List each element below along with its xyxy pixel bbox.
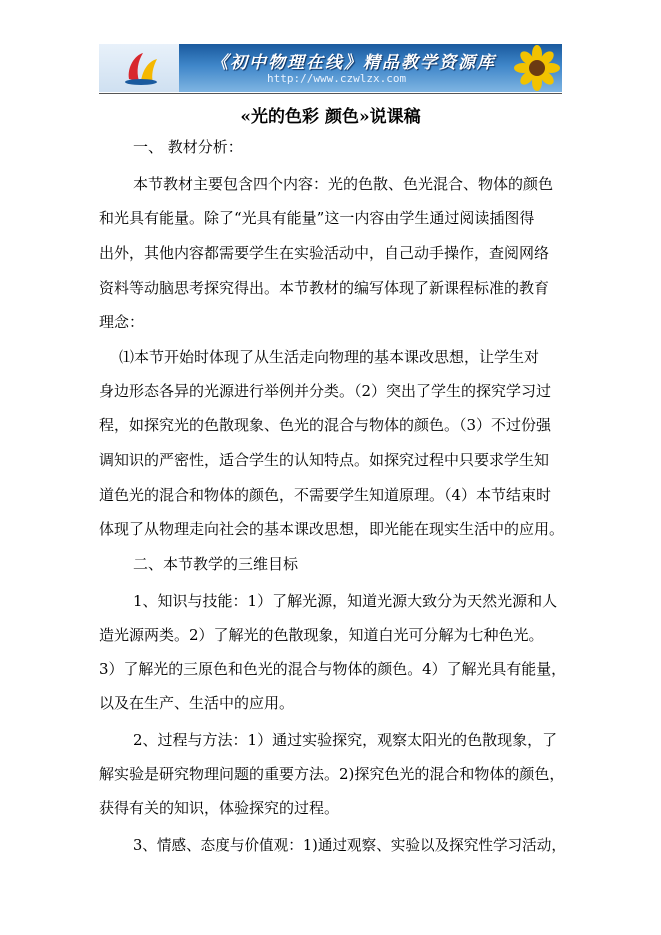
paragraph-line: 获得有关的知识，体验探究的过程。 — [99, 799, 340, 817]
document-title: «光的色彩 颜色»说课稿 — [240, 107, 421, 127]
paragraph-line: 造光源两类。2）了解光的色散现象，知道白光可分解为七种色光。 — [99, 626, 544, 644]
paragraph-line: 调知识的严密性，适合学生的认知特点。如探究过程中只要求学生知 — [99, 451, 550, 469]
paragraph-line: 理念： — [99, 313, 145, 331]
header-divider — [99, 93, 562, 94]
paragraph-line: 出外，其他内容都需要学生在实验活动中，自己动手操作，查阅网络 — [99, 244, 550, 262]
paragraph-line: 1、知识与技能：1）了解光源，知道光源大致分为天然光源和人 — [133, 592, 558, 610]
paragraph-line: 道色光的混合和物体的颜色，不需要学生知道原理。（4）本节结束时 — [99, 486, 552, 504]
paragraph-line: 资料等动脑思考探究得出。本节教材的编写体现了新课程标准的教育 — [99, 279, 550, 297]
header-banner — [99, 44, 562, 92]
sunflower-icon — [507, 44, 562, 92]
paragraph-line: 解实验是研究物理问题的重要方法。2)探究色光的混合和物体的颜色， — [99, 765, 565, 783]
paragraph-line: 2、过程与方法：1）通过实验探究，观察太阳光的色散现象，了 — [133, 731, 558, 749]
paragraph-line: 3、情感、态度与价值观：1)通过观察、实验以及探究性学习活动， — [133, 836, 566, 854]
paragraph-line: 本节教材主要包含四个内容：光的色散、色光混合、物体的颜色 — [133, 175, 554, 193]
paragraph-line: 身边形态各异的光源进行举例并分类。（2）突出了学生的探究学习过 — [99, 382, 552, 400]
site-logo-icon — [121, 49, 161, 87]
banner-url: http://www.czwlzx.com — [267, 72, 407, 85]
paragraph-line: 体现了从物理走向社会的基本课改思想，即光能在现实生活中的应用。 — [99, 520, 565, 538]
paragraph-line: 程，如探究光的色散现象、色光的混合与物体的颜色。（3）不过份强 — [99, 416, 552, 434]
banner-title: 《初中物理在线》精品教学资源库 — [211, 53, 496, 73]
section-heading-textbook-analysis: 一、 教材分析： — [133, 138, 243, 156]
paragraph-line: 和光具有能量。除了“光具有能量”这一内容由学生通过阅读插图得 — [99, 209, 535, 227]
paragraph-line: ⑴本节开始时体现了从生活走向物理的基本课改思想，让学生对 — [119, 348, 540, 366]
paragraph-line: 以及在生产、生活中的应用。 — [99, 694, 295, 712]
paragraph-line: 3）了解光的三原色和色光的混合与物体的颜色。4）了解光具有能量， — [99, 660, 567, 678]
section-heading-three-goals: 二、本节教学的三维目标 — [133, 555, 299, 573]
